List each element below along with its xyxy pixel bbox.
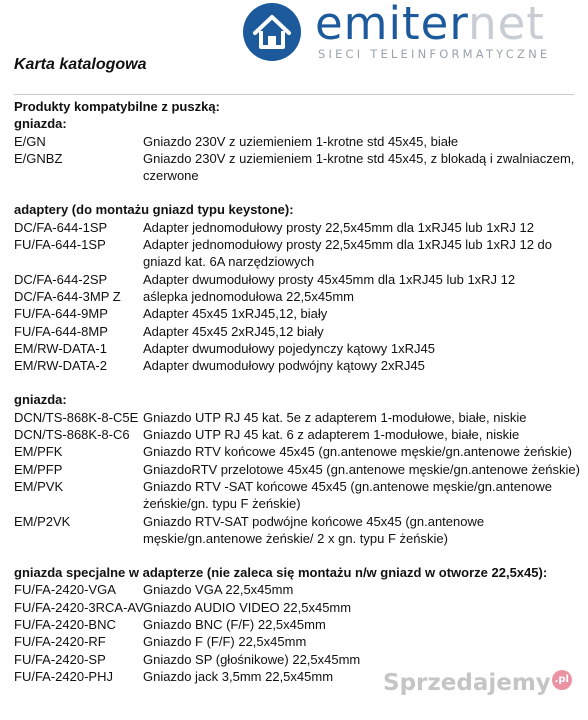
product-code: FU/FA-2420-SP	[14, 651, 106, 667]
catalog-content	[14, 98, 584, 685]
product-row	[14, 461, 584, 478]
product-description: Gniazdo VGA 22,5x45mm	[143, 582, 294, 598]
product-row	[14, 357, 584, 374]
product-code: EM/PFP	[14, 461, 63, 477]
section-subheading: gniazda:	[14, 116, 67, 132]
product-row	[14, 133, 584, 150]
product-row	[14, 271, 584, 288]
product-code: EM/PVK	[14, 478, 64, 494]
product-code: DC/FA-644-1SP	[14, 219, 108, 235]
product-description: Gniazdo 230V z uziemieniem 1-krotne std 45x45, z blokadą i zwalniaczem, czerwone	[143, 150, 575, 184]
page-title: Karta katalogowa	[14, 56, 147, 73]
section-heading: gniazda specjalne w adapterze (nie zaleca się montażu n/w gniazd w otworze 22,5x45):	[14, 565, 548, 581]
product-code: EM/RW-DATA-2	[14, 358, 107, 374]
product-code: FU/FA-644-9MP	[14, 306, 108, 322]
product-row	[14, 288, 584, 305]
product-description: Gniazdo UTP RJ 45 kat. 5e z adapterem 1-modułowe, białe, niskie	[143, 409, 527, 425]
product-code: DC/FA-644-2SP	[14, 271, 108, 287]
product-code: FU/FA-644-1SP	[14, 237, 106, 253]
product-description: Gniazdo F (F/F) 22,5x45mm	[143, 634, 307, 650]
product-row	[14, 633, 584, 650]
product-code: DCN/TS-868K-8-C6	[14, 427, 130, 443]
product-code: FU/FA-2420-BNC	[14, 617, 116, 633]
product-description: Gniazdo RTV -SAT końcowe 45x45 (gn.antenowe męskie/gn.antenowe żeńskie/gn. typu F żeńskie)	[143, 478, 553, 512]
product-description: Gniazdo UTP RJ 45 kat. 6 z adapterem 1-modułowe, białe, niskie	[143, 427, 520, 443]
product-code: EM/RW-DATA-1	[14, 340, 107, 356]
product-row	[14, 409, 584, 426]
product-row	[14, 323, 584, 340]
product-code: FU/FA-2420-RF	[14, 634, 106, 650]
product-code: EM/PFK	[14, 444, 63, 460]
product-description: Adapter dwumodułowy podwójny kątowy 2xRJ45	[143, 358, 425, 374]
product-row	[14, 478, 584, 513]
product-description: Gniazdo RTV-SAT podwójne końcowe 45x45 (gn.antenowe męskie/gn.antenowe żeńskie/ 2 x gn. typu F żeńskie)	[143, 513, 485, 546]
product-row	[14, 616, 584, 633]
product-row	[14, 219, 584, 236]
product-description: aślepka jednomodułowa 22,5x45mm	[143, 288, 355, 304]
product-description: Adapter jednomodułowy prosty 22,5x45mm dla 1xRJ45 lub 1xRJ 12 do gniazd kat. 6A narzędziowych	[143, 237, 553, 270]
product-description: Adapter dwumodułowy pojedynczy kątowy 1xRJ45	[143, 340, 435, 356]
product-row	[14, 581, 584, 598]
product-description: GniazdoRTV przelotowe 45x45 (gn.antenowe męskie/gn.antenowe żeńskie)	[143, 461, 580, 477]
product-row	[14, 340, 584, 357]
product-description: Adapter jednomodułowy prosty 22,5x45mm dla 1xRJ45 lub 1xRJ 12	[143, 219, 534, 235]
section-heading: gniazda:	[14, 392, 67, 408]
header-divider	[14, 94, 574, 95]
product-code: DCN/TS-868K-8-C5E	[14, 409, 139, 425]
product-description: Adapter 45x45 1xRJ45,12, biały	[143, 306, 328, 322]
product-code: FU/FA-2420-3RCA-AV	[14, 599, 144, 615]
product-row	[14, 426, 584, 443]
logo-tagline: SIECI TELEINFORMATYCZNE	[318, 47, 551, 61]
product-code: DC/FA-644-3MP Z	[14, 288, 121, 304]
product-code: FU/FA-2420-VGA	[14, 582, 116, 598]
logo-wordmark: emiternet	[315, 0, 545, 50]
emiternet-logo	[242, 2, 588, 68]
section-heading: Produkty kompatybilne z puszką:	[14, 99, 220, 114]
product-row	[14, 236, 584, 271]
product-description: Gniazdo BNC (F/F) 22,5x45mm	[143, 617, 326, 633]
section-heading: adaptery (do montażu gniazd typu keystone):	[14, 202, 294, 218]
product-description: Gniazdo RTV końcowe 45x45 (gn.antenowe męskie/gn.antenowe żeńskie)	[143, 444, 573, 460]
watermark-suffix: .pl	[552, 670, 572, 690]
product-code: FU/FA-2420-PHJ	[14, 668, 113, 684]
product-description: Adapter dwumodułowy prosty 45x45mm dla 1xRJ45 lub 1xRJ 12	[143, 271, 516, 287]
product-row	[14, 150, 584, 185]
product-description: Gniazdo 230V z uziemieniem 1-krotne std 45x45, białe	[143, 133, 459, 149]
product-description: Gniazdo AUDIO VIDEO 22,5x45mm	[143, 599, 352, 615]
product-code: FU/FA-644-8MP	[14, 323, 108, 339]
product-row	[14, 599, 584, 616]
product-code: E/GN	[14, 133, 46, 149]
product-description: Gniazdo jack 3,5mm 22,5x45mm	[143, 668, 334, 684]
product-row	[14, 443, 584, 460]
product-description: Gniazdo SP (głośnikowe) 22,5x45mm	[143, 651, 361, 667]
product-description: Adapter 45x45 2xRJ45,12 biały	[143, 323, 324, 339]
product-code: E/GNBZ	[14, 150, 63, 166]
house-logo-icon	[242, 2, 302, 62]
product-row	[14, 513, 584, 548]
product-row	[14, 305, 584, 322]
product-row	[14, 651, 584, 668]
sprzedajemy-watermark: Sprzedajemy .pl	[383, 670, 572, 696]
product-code: EM/P2VK	[14, 513, 71, 529]
